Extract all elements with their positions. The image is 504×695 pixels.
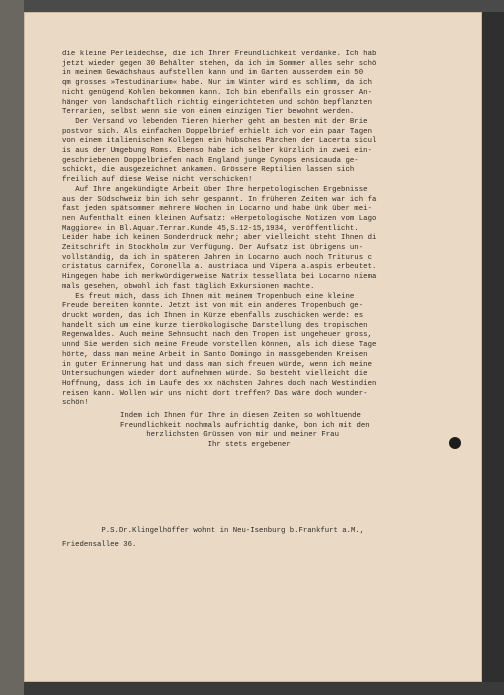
text-line: Untersuchungen wieder dort aufnehmen würde. So besteht vielleicht die [62,370,368,379]
text-line: die kleine Perleidechse, die ich Ihrer Freundlichkeit verdanke. Ich hab [62,50,377,58]
text-line: Regenwaldes. Auch meine Sehnsucht nach den Tropen ist ungeheuer gross, [62,331,373,340]
text-line: Ihr stets ergebener [120,441,291,450]
text-line: von einem italienischen Kollegen ein hübsches Pärchen der Lacerta sicul [62,137,377,146]
text-line: Hingegen habe ich merkwürdigerweise Natrix tessellata bei Locarno niema [62,273,377,282]
text-line: Terrarien, selbst wenn sie von einem einzigen Tier bewohnt werden. [62,108,355,117]
text-line: geschriebenen Doppelbriefen nach England junge Cynops ensicauda ge- [62,156,359,165]
text-line: druckt worden, das ich Ihnen in Kürze ebenfalls zuschicken werde: es [62,311,364,320]
letter-body [62,50,482,409]
text-line: cristatus carnifex, Coronella a. austriaca und Vipera a.aspis erbeutet. [62,263,377,272]
text-line: qm grosses »Testudinarium« habe. Nur im Winter wird es schlimm, da ich [62,79,373,88]
scan-background-left [0,0,24,695]
text-line: hörte, dass man meine Arbeit in Santo Domingo in massgebenden Kreisen [62,350,368,359]
text-line: Auf Ihre angekündigte Arbeit über Ihre herpetologischen Ergebnisse [62,185,368,194]
text-line: Es freut mich, dass ich Ihnen mit meinem Tropenbuch eine kleine [62,292,355,301]
text-line: Maggiore« in Bl.Aquar.Terrar.Kunde 45,S.12-15,1934, veröffentlicht. [62,224,359,233]
text-line: freilich auf diese Weise nicht verschicken! [62,176,253,185]
scan-background-bottom [24,682,504,695]
punch-hole [449,437,461,449]
text-line: in meinem Gewächshaus aufstellen kann und im Garten ausserdem ein 50 [62,69,364,78]
text-line: schickt, die ausgezeichnet ankamen. Grössere Reptilien lassen sich [62,166,355,175]
text-line: unnd Sie werden sich meine Freude vorstellen können, als ich diese Tage [62,341,377,350]
text-line: is aus der Umgebung Roms. Ebenso habe ich selber kürzlich in zwei ein- [62,147,373,156]
text-line: in guter Erinnerung hat und dass man sich freuen würde, wenn ich meine [62,360,373,369]
text-line: nicht genügend Kohlen bekommen kann. Ich bin ebenfalls ein grosser An- [62,88,373,97]
text-line: hänger von landschaftlich richtig eingerichteten und schön bepflanzten [62,98,373,107]
text-line: Hoffnung, dass ich im Laufe des xx nächsten Jahres doch nach Westindien [62,379,377,388]
letter-closing [120,412,420,451]
text-line: mals gesehen, obwohl ich fast täglich Exkursionen machte. [62,282,315,291]
text-line: Leider habe ich keinen Sonderdruck mehr; aber vielleicht steht Ihnen di [62,234,377,243]
text-line: handelt sich um eine kurze tierökologische Darstellung des tropischen [62,321,368,330]
text-line: herzlichsten Grüssen von mir und meiner Frau [120,431,339,440]
text-line: Indem ich Ihnen für Ihre in diesen Zeiten so wohltuende [120,412,361,420]
text-line: Freude bereiten konnte. Jetzt ist von mit ein anderes Tropenbuch ge- [62,302,364,311]
text-line: Friedensallee 36. [62,541,137,549]
text-line: Zeitschrift in Stockholm zur Verfügung. Der Aufsatz ist übrigens un- [62,244,364,253]
text-line: Freundlichkeit nochmals aufrichtig danke, bon ich mit den [120,421,370,430]
text-line: nen Aufenthalt einen kleinen Aufsatz: »Herpetologische Notizen vom Lago [62,214,377,223]
text-line: reisen kann. Wollen wir uns nicht dort treffen? Das wäre doch wunder- [62,389,368,398]
text-line: P.S.Dr.Klingelhöffer wohnt in Neu-Isenburg b.Frankfurt a.M., [62,527,365,535]
text-line: aus der Südschweiz bin ich sehr gespannt. In früheren Zeiten war ich fa [62,195,377,204]
scan-background-right [482,12,504,695]
text-line: Der Versand vo lebenden Tieren hierher geht am besten mit der Brie [62,117,368,126]
text-line: postvor sich. Als einfachen Doppelbrief erhielt ich vor ein paar Tagen [62,127,373,136]
text-line: fast jeden spätsommer mehrere Wochen in Locarno und habe ünk über mei- [62,205,373,214]
text-line: jetzt wieder gegen 30 Behälter stehen, da ich im Sommer alles sehr schö [62,59,377,68]
text-line: vollständig, da ich in späteren Jahren in Locarno auch noch Triturus c [62,253,373,262]
letter-postscript [62,524,482,552]
text-line: schön! [62,399,89,408]
